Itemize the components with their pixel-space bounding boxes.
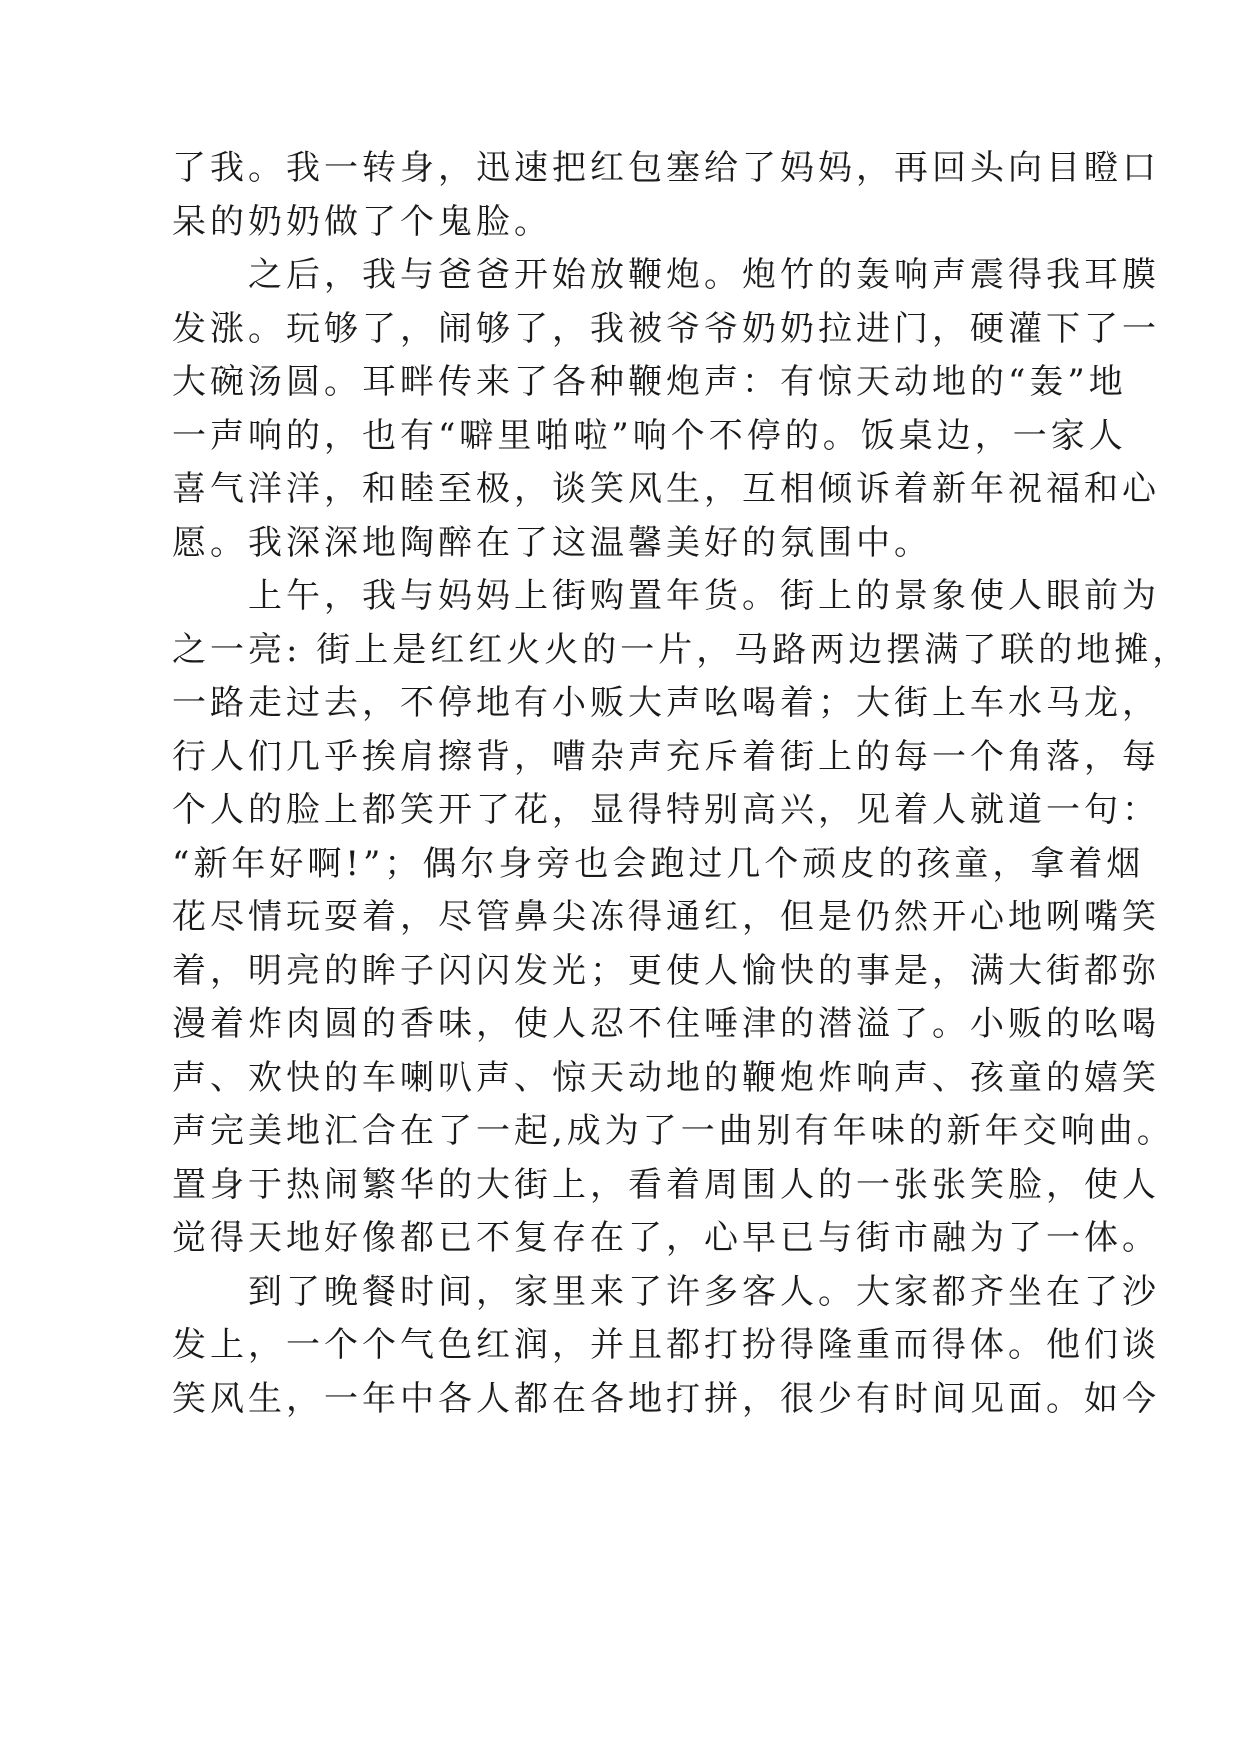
text-line: 发涨。玩够了，闹够了，我被爷爷奶奶拉进门，硬灌下了一 (172, 308, 1160, 349)
text-line: 喜气洋洋，和睦至极，谈笑风生，互相倾诉着新年祝福和心 (172, 469, 1160, 509)
text-line: 一声响的，也有“噼里啪啦”响个不停的。饭桌边，一家人 (172, 415, 1127, 456)
text-line: 上午，我与妈妈上街购置年货。街上的景象使人眼前为 (172, 576, 1160, 616)
text-line: 笑风生，一年中各人都在各地打拼，很少有时间见面。如今 (172, 1378, 1160, 1419)
text-line: 花尽情玩耍着，尽管鼻尖冻得通红，但是仍然开心地咧嘴笑 (172, 897, 1160, 937)
text-line: 行人们几乎挨肩擦背，嘈杂声充斥着街上的每一个角落，每 (172, 736, 1160, 777)
text-line: 发上，一个个气色红润，并且都打扮得隆重而得体。他们谈 (172, 1325, 1160, 1365)
body-text (172, 142, 1191, 1426)
text-line: 之一亮: 街上是红红火火的一片，马路两边摆满了联的地摊， (172, 629, 1191, 670)
text-line: 呆的奶奶做了个鬼脸。 (172, 201, 552, 242)
text-line: 漫着炸肉圆的香味，使人忍不住唾津的潜溢了。小贩的吆喝 (172, 1004, 1160, 1044)
text-line: 声完美地汇合在了一起,成为了一曲别有年味的新年交响曲。 (172, 1111, 1175, 1151)
text-line: 觉得天地好像都已不复存在了，心早已与街市融为了一体。 (172, 1218, 1160, 1258)
text-line: 声、欢快的车喇叭声、惊天动地的鞭炮炸响声、孩童的嬉笑 (172, 1057, 1160, 1098)
text-line: 之后，我与爸爸开始放鞭炮。炮竹的轰响声震得我耳膜 (172, 255, 1160, 295)
text-line: 着，明亮的眸子闪闪发光；更使人愉快的事是，满大街都弥 (172, 950, 1160, 991)
text-line: 一路走过去，不停地有小贩大声吆喝着；大街上车水马龙， (172, 683, 1160, 723)
text-line: 个人的脸上都笑开了花，显得特别高兴，见着人就道一句： (172, 790, 1160, 830)
text-line: 到了晚餐时间，家里来了许多客人。大家都齐坐在了沙 (172, 1271, 1160, 1312)
text-line: 大碗汤圆。耳畔传来了各种鞭炮声：有惊天动地的“轰”地 (172, 362, 1127, 402)
text-line: “新年好啊!”；偶尔身旁也会跑过几个顽皮的孩童，拿着烟 (172, 843, 1145, 884)
text-line: 了我。我一转身，迅速把红包塞给了妈妈，再回头向目瞪口 (172, 148, 1160, 188)
text-line: 置身于热闹繁华的大街上，看着周围人的一张张笑脸，使人 (172, 1164, 1160, 1205)
text-line: 愿。我深深地陶醉在了这温馨美好的氛围中。 (172, 522, 932, 563)
